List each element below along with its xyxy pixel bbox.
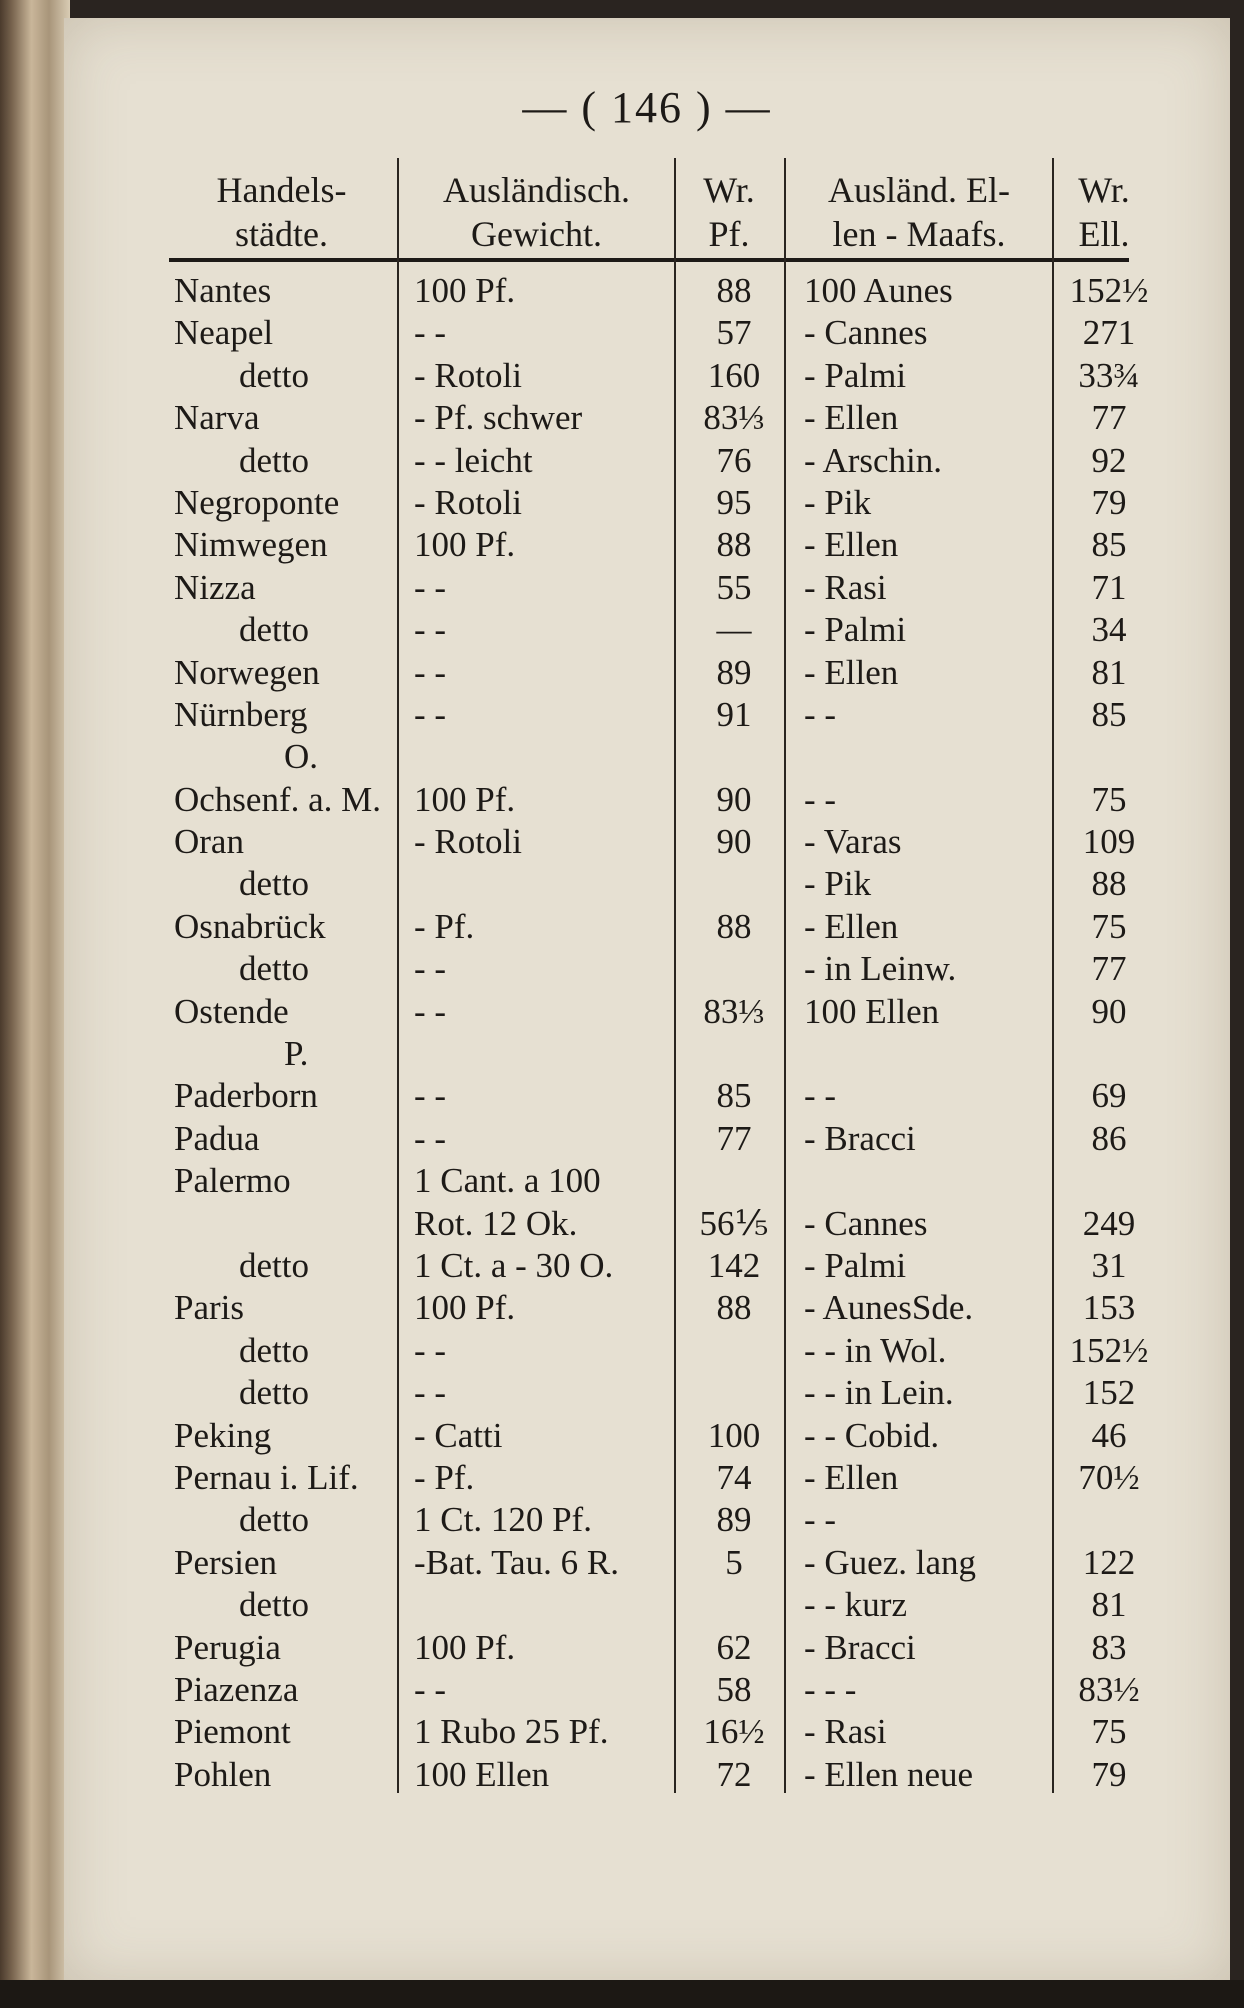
- cell-city: Persien: [174, 1542, 278, 1582]
- header-wr-ell: [1054, 168, 1154, 256]
- cell-city: Paderborn: [174, 1076, 318, 1116]
- table-row: [64, 353, 1230, 395]
- table-row: [64, 1285, 1230, 1327]
- cell-weight: - -: [414, 991, 447, 1031]
- cell-ell: - -: [804, 1076, 837, 1116]
- cell-wr-pf: 74: [716, 1457, 752, 1497]
- cell-wr-pf: 77: [716, 1118, 752, 1158]
- cell-wr-ell: 79: [1091, 1754, 1127, 1794]
- page-bottom-edge: [0, 1980, 1244, 2008]
- header-wr-ell-line2: Ell.: [1078, 214, 1130, 254]
- cell-wr-pf: 57: [716, 313, 752, 353]
- cell-wr-pf: 5: [725, 1542, 743, 1582]
- header-weight: [404, 168, 669, 256]
- table-row: [64, 904, 1230, 946]
- cell-wr-ell: 92: [1091, 440, 1127, 480]
- cell-wr-pf: 88: [716, 1288, 752, 1328]
- table-row: [64, 522, 1230, 564]
- cell-ell: - -: [804, 779, 837, 819]
- cell-ell: - Varas: [804, 822, 902, 862]
- table-row: [64, 480, 1230, 522]
- cell-city: Nizza: [174, 567, 256, 607]
- cell-wr-ell: 46: [1091, 1415, 1127, 1455]
- table-row: [64, 1201, 1230, 1243]
- table-row: [64, 1328, 1230, 1370]
- cell-wr-pf: 62: [716, 1627, 752, 1667]
- cell-wr-pf: —: [716, 610, 752, 650]
- cell-weight: - -: [414, 1076, 447, 1116]
- cell-city: Pernau i. Lif.: [174, 1457, 359, 1497]
- cell-wr-ell: 271: [1082, 313, 1136, 353]
- cell-city: Nürnberg: [174, 694, 308, 734]
- cell-weight: 100 Pf.: [414, 1627, 516, 1667]
- cell-weight: 100 Pf.: [414, 779, 516, 819]
- cell-city: Narva: [174, 398, 260, 438]
- cell-wr-pf: 89: [716, 652, 752, 692]
- cell-city: Negroponte: [174, 482, 340, 522]
- header-rule: [169, 258, 1129, 262]
- cell-city: P.: [284, 1034, 309, 1074]
- cell-wr-ell: 90: [1091, 991, 1127, 1031]
- cell-wr-ell: 75: [1091, 779, 1127, 819]
- cell-wr-ell: 88: [1091, 864, 1127, 904]
- cell-ell: - -: [804, 694, 837, 734]
- cell-wr-ell: 71: [1091, 567, 1127, 607]
- cell-weight: - Pf. schwer: [414, 398, 583, 438]
- cell-wr-pf: 95: [716, 482, 752, 522]
- header-wr-ell-line1: Wr.: [1078, 170, 1130, 210]
- cell-weight: - -: [414, 652, 447, 692]
- cell-ell: - Rasi: [804, 567, 887, 607]
- table-row: [64, 1370, 1230, 1412]
- table-row: [64, 1752, 1230, 1794]
- cell-wr-pf: 56⅕: [699, 1203, 769, 1243]
- cell-weight: - Pf.: [414, 906, 475, 946]
- table-row: [64, 861, 1230, 903]
- cell-weight: 100 Pf.: [414, 1288, 516, 1328]
- book-spine: [0, 0, 70, 2008]
- cell-city: Neapel: [174, 313, 274, 353]
- table-row: [64, 310, 1230, 352]
- table-row: [64, 989, 1230, 1031]
- cell-wr-pf: 88: [716, 525, 752, 565]
- cell-ell: - Ellen: [804, 652, 899, 692]
- cell-ell: - AunesSde.: [804, 1288, 974, 1328]
- table-row: [64, 1031, 1230, 1073]
- table-row: [64, 438, 1230, 480]
- cell-weight: - -: [414, 1669, 447, 1709]
- cell-wr-ell: 122: [1082, 1542, 1136, 1582]
- cell-wr-ell: 34: [1091, 610, 1127, 650]
- cell-wr-ell: 109: [1082, 822, 1136, 862]
- cell-city: detto: [239, 440, 309, 480]
- cell-city: Osnabrück: [174, 906, 326, 946]
- cell-weight: - -: [414, 1118, 447, 1158]
- cell-wr-pf: 58: [716, 1669, 752, 1709]
- table-row: [64, 1413, 1230, 1455]
- cell-wr-pf: 88: [716, 906, 752, 946]
- cell-ell: - Palmi: [804, 355, 907, 395]
- cell-ell: - Ellen: [804, 398, 899, 438]
- table-row: [64, 1540, 1230, 1582]
- table-row: [64, 565, 1230, 607]
- cell-city: Piemont: [174, 1712, 291, 1752]
- table-row: [64, 1667, 1230, 1709]
- cell-ell: 100 Aunes: [804, 271, 953, 310]
- cell-weight: 1 Cant. a 100: [414, 1161, 601, 1201]
- cell-city: Nantes: [174, 271, 272, 310]
- cell-wr-ell: 33¾: [1078, 355, 1140, 395]
- cell-wr-ell: 83: [1091, 1627, 1127, 1667]
- cell-city: Peking: [174, 1415, 272, 1455]
- table-row: [64, 1709, 1230, 1751]
- cell-wr-pf: 85: [716, 1076, 752, 1116]
- cell-ell: - - in Lein.: [804, 1373, 954, 1413]
- table-row: [64, 268, 1230, 310]
- cell-wr-pf: 89: [716, 1500, 752, 1540]
- cell-wr-ell: 85: [1091, 694, 1127, 734]
- cell-ell: - Palmi: [804, 1245, 907, 1285]
- cell-wr-pf: 90: [716, 822, 752, 862]
- cell-ell: - Ellen: [804, 1457, 899, 1497]
- cell-city: detto: [239, 1585, 309, 1625]
- cell-wr-pf: 91: [716, 694, 752, 734]
- header-weight-line2: Gewicht.: [471, 214, 602, 254]
- cell-wr-ell: 81: [1091, 652, 1127, 692]
- cell-wr-ell: 77: [1091, 398, 1127, 438]
- cell-city: detto: [239, 1500, 309, 1540]
- cell-weight: - Pf.: [414, 1457, 475, 1497]
- cell-wr-ell: 75: [1091, 906, 1127, 946]
- cell-weight: 100 Ellen: [414, 1754, 550, 1794]
- cell-weight: - Catti: [414, 1415, 503, 1455]
- cell-ell: - Pik: [804, 864, 872, 904]
- cell-weight: - Rotoli: [414, 822, 522, 862]
- cell-weight: 100 Pf.: [414, 525, 516, 565]
- table-row: [64, 1497, 1230, 1539]
- cell-weight: - Rotoli: [414, 355, 522, 395]
- cell-ell: - Ellen: [804, 525, 899, 565]
- cell-wr-ell: 69: [1091, 1076, 1127, 1116]
- table-row: [64, 395, 1230, 437]
- cell-weight: - -: [414, 1373, 447, 1413]
- cell-city: O.: [284, 737, 319, 777]
- cell-weight: - -: [414, 1330, 447, 1370]
- cell-weight: 1 Ct. 120 Pf.: [414, 1500, 592, 1540]
- header-ell-line1: Ausländ. El-: [828, 170, 1010, 210]
- page-number: — ( 146 ) —: [522, 83, 772, 132]
- cell-city: Nimwegen: [174, 525, 328, 565]
- cell-city: Ostende: [174, 991, 289, 1031]
- header-weight-line1: Ausländisch.: [443, 170, 630, 210]
- cell-ell: - - -: [804, 1669, 857, 1709]
- cell-ell: - Guez. lang: [804, 1542, 977, 1582]
- cell-wr-pf: 76: [716, 440, 752, 480]
- table-row: [64, 734, 1230, 776]
- table-row: [64, 1243, 1230, 1285]
- header-ell: [789, 168, 1049, 256]
- cell-ell: - Pik: [804, 482, 872, 522]
- header-wr-pf: [679, 168, 779, 256]
- table-row: [64, 1582, 1230, 1624]
- cell-wr-ell: 31: [1091, 1245, 1127, 1285]
- cell-wr-ell: 77: [1091, 949, 1127, 989]
- book-page: [64, 18, 1230, 1983]
- cell-wr-ell: 86: [1091, 1118, 1127, 1158]
- cell-wr-ell: 79: [1091, 482, 1127, 522]
- cell-ell: - Arschin.: [804, 440, 943, 480]
- cell-ell: - - kurz: [804, 1585, 908, 1625]
- cell-city: Perugia: [174, 1627, 281, 1667]
- cell-wr-ell: 153: [1082, 1288, 1136, 1328]
- cell-city: detto: [239, 864, 309, 904]
- cell-wr-ell: 152½: [1069, 271, 1149, 310]
- table-body: [64, 268, 1230, 1794]
- table-row: [64, 777, 1230, 819]
- cell-city: Pohlen: [174, 1754, 272, 1794]
- cell-wr-pf: 90: [716, 779, 752, 819]
- cell-wr-ell: 75: [1091, 1712, 1127, 1752]
- table-row: [64, 1625, 1230, 1667]
- cell-weight: 100 Pf.: [414, 271, 516, 310]
- cell-wr-pf: 142: [707, 1245, 761, 1285]
- cell-wr-ell: 152½: [1069, 1330, 1149, 1370]
- table-row: [64, 650, 1230, 692]
- cell-city: detto: [239, 949, 309, 989]
- cell-weight: 1 Ct. a - 30 O.: [414, 1245, 614, 1285]
- table-row: [64, 692, 1230, 734]
- cell-weight: - Rotoli: [414, 482, 522, 522]
- cell-wr-ell: 83½: [1078, 1669, 1140, 1709]
- cell-weight: 1 Rubo 25 Pf.: [414, 1712, 609, 1752]
- cell-ell: - Palmi: [804, 610, 907, 650]
- cell-wr-pf: 83⅓: [703, 991, 765, 1031]
- cell-ell: - - in Wol.: [804, 1330, 947, 1370]
- cell-ell: - in Leinw.: [804, 949, 957, 989]
- table-row: [64, 1116, 1230, 1158]
- cell-wr-ell: 70½: [1078, 1457, 1140, 1497]
- cell-city: detto: [239, 1330, 309, 1370]
- cell-weight: - -: [414, 610, 447, 650]
- cell-city: Norwegen: [174, 652, 320, 692]
- cell-wr-pf: 100: [707, 1415, 761, 1455]
- cell-weight: -Bat. Tau. 6 R.: [414, 1542, 619, 1582]
- header-wr-pf-line2: Pf.: [708, 214, 750, 254]
- cell-weight: Rot. 12 Ok.: [414, 1203, 578, 1243]
- header-ell-line2: len - Maafs.: [832, 214, 1006, 254]
- cell-city: Paris: [174, 1288, 244, 1328]
- cell-city: detto: [239, 1373, 309, 1413]
- cell-weight: - -: [414, 313, 447, 353]
- cell-wr-ell: 85: [1091, 525, 1127, 565]
- cell-wr-ell: 249: [1082, 1203, 1136, 1243]
- table-row: [64, 1158, 1230, 1200]
- cell-ell: - Cannes: [804, 313, 928, 353]
- cell-city: Oran: [174, 822, 244, 862]
- cell-weight: - -: [414, 567, 447, 607]
- cell-wr-pf: 16½: [703, 1712, 765, 1752]
- cell-ell: - Rasi: [804, 1712, 887, 1752]
- cell-ell: - Ellen neue: [804, 1754, 974, 1794]
- cell-ell: - -: [804, 1500, 837, 1540]
- cell-city: Ochsenf. a. M.: [174, 779, 382, 819]
- cell-ell: - Cannes: [804, 1203, 928, 1243]
- cell-city: Piazenza: [174, 1669, 299, 1709]
- cell-wr-ell: 152: [1082, 1373, 1136, 1413]
- cell-ell: 100 Ellen: [804, 991, 940, 1031]
- cell-city: detto: [239, 355, 309, 395]
- cell-city: Palermo: [174, 1161, 291, 1201]
- cell-wr-pf: 83⅓: [703, 398, 765, 438]
- cell-weight: - -: [414, 694, 447, 734]
- cell-city: detto: [239, 610, 309, 650]
- cell-wr-pf: 72: [716, 1754, 752, 1794]
- cell-city: Padua: [174, 1118, 260, 1158]
- cell-wr-pf: 55: [716, 567, 752, 607]
- table-row: [64, 819, 1230, 861]
- table-row: [64, 946, 1230, 988]
- table-row: [64, 1073, 1230, 1115]
- table-row: [64, 607, 1230, 649]
- header-city: [174, 168, 389, 256]
- cell-ell: - Ellen: [804, 906, 899, 946]
- cell-ell: - Bracci: [804, 1118, 916, 1158]
- cell-wr-pf: 160: [707, 355, 761, 395]
- header-wr-pf-line1: Wr.: [703, 170, 755, 210]
- cell-wr-pf: 88: [716, 271, 752, 310]
- header-city-line2: städte.: [235, 214, 328, 254]
- cell-ell: - Bracci: [804, 1627, 916, 1667]
- cell-weight: - - leicht: [414, 440, 533, 480]
- table-row: [64, 1455, 1230, 1497]
- cell-wr-ell: 81: [1091, 1585, 1127, 1625]
- header-city-line1: Handels-: [216, 170, 347, 210]
- cell-weight: - -: [414, 949, 447, 989]
- cell-city: detto: [239, 1245, 309, 1285]
- cell-ell: - - Cobid.: [804, 1415, 940, 1455]
